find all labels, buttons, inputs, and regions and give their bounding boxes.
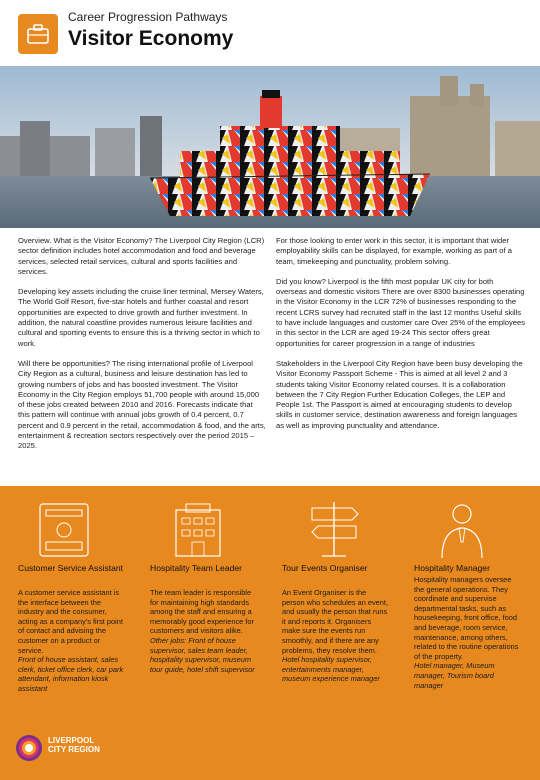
manager-person-icon: [396, 496, 528, 560]
job-description: [282, 588, 390, 684]
job-body-text: Hospitality managers oversee the general operations. They coordinate and supervise departmental tasks, such as housekeeping, front office, food and beverage, room service, maintenance, among others, related to the routine operations of the property.: [414, 575, 519, 661]
assets-paragraph: Developing key assets including the cruise liner terminal, Mersey Waters, The World Golf Resort, five-star hotels and further coastal and resort opportunities are expected to drive growth and further investment. In addition, the natural coastline provides numerous leisure facilities and cultural and sporting events to ensure this is a thriving sector in which to work.: [18, 287, 264, 348]
job-examples: Other jobs: Front of house supervisor, sales team leader, hospitality supervisor, museum tour guide, hotel shift supervisor: [150, 635, 255, 674]
job-body-text: A customer service assistant is the interface between the industry and the consumer, acting as a company's first point of contact and advising the customer on a product or service.: [18, 588, 123, 655]
job-examples: Front of house assistant, sales clerk, ticket office clerk, car park attendant, information kiosk assistant: [18, 655, 124, 693]
hotel-building-icon: [132, 496, 264, 560]
job-description: [414, 575, 522, 690]
page-header: [0, 0, 540, 66]
lcr-logo-line-2: CITY REGION: [48, 745, 100, 754]
lcr-logo-text: [48, 736, 100, 754]
job-body-text: The team leader is responsible for maintaining high standards among the staff and ensuring a memorably good experience for customers and visitors alike.: [150, 588, 254, 636]
customer-service-desk-icon: [0, 496, 132, 560]
job-title: Hospitality Team Leader: [150, 563, 243, 573]
ferry-photo: [0, 66, 540, 228]
job-title: Tour Events Organiser: [282, 563, 368, 573]
opportunities-paragraph: Will there be opportunities? The rising international profile of Liverpool City Region as a cultural, business and leisure destination has led to growing numbers of jobs and has boosted investment. The Visitor Economy in the City Region employs 51,700 people with around 15,000 of these jobs created between 2010 and 2016. Forecasts indicate that this pattern will continue with annual jobs growth of 0.4 percent, 0.7 percent and 0.9 percent in the retail, accommodation & food, and the arts, entertainment & recreation sectors respectively over the period 2015 – 2025.: [18, 358, 266, 451]
job-title: Hospitality Manager: [414, 563, 490, 573]
job-examples: Hotel manager, Museum manager, Tourism board manager: [414, 661, 495, 690]
overview-paragraph: Overview. What is the Visitor Economy? The Liverpool City Region (LCR) sector definition includes hotel accommodation and food and beverage services, selected retail services, cultural and sports facilities and services.: [18, 236, 265, 276]
job-description: [150, 588, 258, 674]
page-title: Visitor Economy: [68, 27, 234, 50]
lcr-logo-line-1: LIVERPOOL: [48, 736, 95, 745]
page-subtitle: Career Progression Pathways: [68, 10, 228, 24]
employability-paragraph: For those looking to enter work in this sector, it is important that wider employability skills can be displayed, for example, working as part of a team, timekeeping and punctuality, problem solving.: [276, 236, 512, 266]
job-card-team-leader: [132, 486, 264, 716]
did-you-know-paragraph: Did you know? Liverpool is the fifth most popular UK city for both overseas and domestic visitors There are over 8300 businesses operating in the Visitor Economy in the LCR 72% of businesses responding to the recent LCRS survey had recruited staff in the last 12 months Useful skills to have include languages and customer care Over 25% of the employees in this sector in the LCR are aged 19-24 This sector offers great opportunities for career progression in a range of industries: [276, 276, 526, 348]
signpost-icon: [264, 496, 396, 560]
job-card-events-organiser: [264, 486, 396, 716]
job-title: Customer Service Assistant: [18, 563, 124, 573]
job-examples: Hotel hospitality supervisor, entertainments manager, museum experience manager: [282, 655, 380, 684]
job-card-hospitality-manager: [396, 486, 528, 716]
lcr-logo-icon: [14, 732, 44, 766]
briefcase-icon: [18, 14, 58, 54]
job-body-text: An Event Organiser is the person who schedules an event, and usually the person that runs it and reports it. Organisers make sure the events run smoothly, and if there are any problems, they resolve them.: [282, 588, 389, 655]
left-text-column: [18, 236, 266, 462]
right-text-column: [276, 236, 526, 441]
job-roles-section: [0, 486, 540, 780]
job-card-customer-service: [0, 486, 132, 716]
stakeholders-paragraph: Stakeholders in the Liverpool City Region have been busy developing the Visitor Economy Passport Scheme - This is aimed at all level 2 and 3 students taking Visitor Economy related courses. It is a collaboration between the 7 City Region Further Education Colleges, the LEP and People 1st. The Passport is aimed at encouraging students to develop skills in customer service, destination awareness and foreign languages as well as improving punctuality and attendance.: [276, 358, 523, 430]
job-description: [18, 588, 126, 694]
